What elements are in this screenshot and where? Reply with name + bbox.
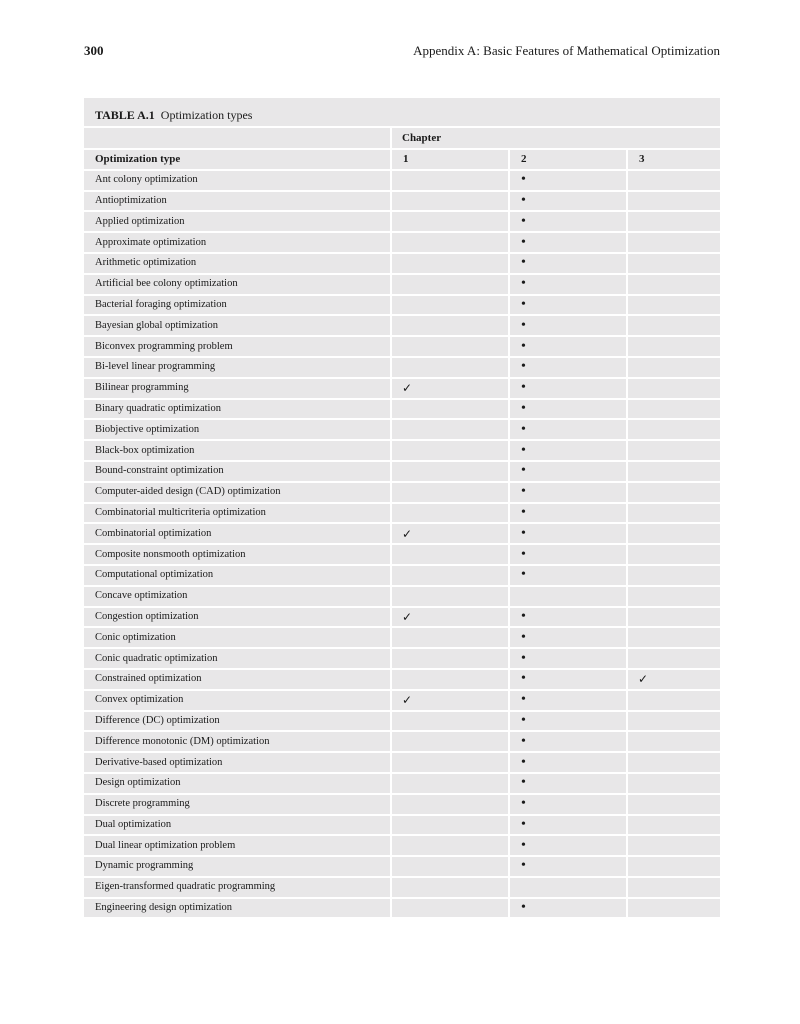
table-row: [84, 211, 720, 232]
running-head: Appendix A: Basic Features of Mathematical Optimization: [413, 43, 720, 58]
chapter-3-cell: [627, 440, 720, 461]
table-row: [84, 419, 720, 440]
chapter-3-cell: [627, 752, 720, 773]
table-row: [84, 503, 720, 524]
table-row: [84, 835, 720, 856]
optimization-type-cell: Dual linear optimization problem: [84, 835, 391, 856]
chapter-1-cell: [391, 482, 509, 503]
chapter-2-bullet-mark: •: [509, 669, 627, 690]
chapter-2-bullet-mark: •: [509, 461, 627, 482]
chapter-3-cell: [627, 482, 720, 503]
optimization-type-cell: Approximate optimization: [84, 232, 391, 253]
table-row: [84, 378, 720, 399]
chapter-1-cell: [391, 752, 509, 773]
table-row: [84, 669, 720, 690]
chapter-1-cell: [391, 877, 509, 898]
optimization-type-cell: Difference monotonic (DM) optimization: [84, 731, 391, 752]
optimization-type-cell: Computational optimization: [84, 565, 391, 586]
chapter-3-cell: [627, 711, 720, 732]
chapter-3-cell: [627, 731, 720, 752]
chapter-1-cell: [391, 461, 509, 482]
table-row: [84, 898, 720, 918]
chapter-2-bullet-mark: •: [509, 336, 627, 357]
table-row: [84, 461, 720, 482]
chapter-1-cell: [391, 357, 509, 378]
chapter-2-bullet-mark: •: [509, 503, 627, 524]
column-group-row: [84, 127, 720, 149]
chapter-1-cell: [391, 627, 509, 648]
chapter-2-bullet-mark: •: [509, 815, 627, 836]
chapter-group-header: Chapter: [391, 127, 720, 149]
empty-header-cell: [84, 127, 391, 149]
table-row: [84, 523, 720, 544]
table-row: [84, 170, 720, 191]
chapter-2-bullet-mark: •: [509, 731, 627, 752]
optimization-type-cell: Constrained optimization: [84, 669, 391, 690]
chapter-1-cell: [391, 898, 509, 918]
optimization-type-cell: Dual optimization: [84, 815, 391, 836]
chapter-3-cell: [627, 399, 720, 420]
data-table: [84, 126, 720, 917]
optimization-types-table: [84, 98, 720, 917]
table-row: [84, 648, 720, 669]
table-row: [84, 690, 720, 711]
chapter-1-cell: [391, 170, 509, 191]
chapter-3-cell: [627, 274, 720, 295]
optimization-type-cell: Derivative-based optimization: [84, 752, 391, 773]
table-row: [84, 232, 720, 253]
chapter-1-cell: [391, 191, 509, 212]
chapter-2-bullet-mark: •: [509, 523, 627, 544]
table-row: [84, 253, 720, 274]
optimization-type-cell: Bilinear programming: [84, 378, 391, 399]
chapter-3-cell: [627, 835, 720, 856]
chapter-1-cell: [391, 419, 509, 440]
chapter-2-bullet-mark: •: [509, 170, 627, 191]
optimization-type-cell: Arithmetic optimization: [84, 253, 391, 274]
chapter-2-bullet-mark: •: [509, 794, 627, 815]
chapter-1-cell: [391, 815, 509, 836]
chapter-1-check-mark: ✓: [391, 690, 509, 711]
chapter-2-cell: [509, 877, 627, 898]
chapter-2-header: 2: [509, 149, 627, 170]
chapter-2-bullet-mark: •: [509, 191, 627, 212]
chapter-3-cell: [627, 461, 720, 482]
chapter-3-cell: [627, 503, 720, 524]
chapter-2-bullet-mark: •: [509, 544, 627, 565]
chapter-1-cell: [391, 503, 509, 524]
chapter-1-cell: [391, 565, 509, 586]
chapter-2-bullet-mark: •: [509, 274, 627, 295]
chapter-3-cell: [627, 565, 720, 586]
table-row: [84, 731, 720, 752]
chapter-2-cell: [509, 586, 627, 607]
optimization-type-cell: Concave optimization: [84, 586, 391, 607]
chapter-2-bullet-mark: •: [509, 648, 627, 669]
chapter-2-bullet-mark: •: [509, 211, 627, 232]
table-row: [84, 295, 720, 316]
optimization-type-cell: Engineering design optimization: [84, 898, 391, 918]
chapter-1-check-mark: ✓: [391, 523, 509, 544]
page-number: 300: [84, 43, 104, 58]
optimization-type-cell: Bacterial foraging optimization: [84, 295, 391, 316]
chapter-3-cell: [627, 877, 720, 898]
table-row: [84, 773, 720, 794]
chapter-3-cell: [627, 336, 720, 357]
chapter-1-cell: [391, 440, 509, 461]
chapter-1-cell: [391, 669, 509, 690]
optimization-type-cell: Computer-aided design (CAD) optimization: [84, 482, 391, 503]
chapter-3-check-mark: ✓: [627, 669, 720, 690]
optimization-type-cell: Congestion optimization: [84, 607, 391, 628]
table-row: [84, 877, 720, 898]
table-row: [84, 544, 720, 565]
optimization-type-cell: Bound-constraint optimization: [84, 461, 391, 482]
chapter-1-cell: [391, 232, 509, 253]
chapter-1-check-mark: ✓: [391, 378, 509, 399]
chapter-3-cell: [627, 211, 720, 232]
chapter-3-cell: [627, 607, 720, 628]
chapter-2-bullet-mark: •: [509, 752, 627, 773]
table-row: [84, 856, 720, 877]
table-caption: [84, 98, 720, 126]
chapter-2-bullet-mark: •: [509, 607, 627, 628]
table-body: [84, 170, 720, 918]
table-row: [84, 399, 720, 420]
chapter-3-cell: [627, 773, 720, 794]
chapter-1-cell: [391, 648, 509, 669]
optimization-type-cell: Eigen-transformed quadratic programming: [84, 877, 391, 898]
optimization-type-cell: Design optimization: [84, 773, 391, 794]
chapter-3-cell: [627, 191, 720, 212]
chapter-3-cell: [627, 627, 720, 648]
chapter-2-bullet-mark: •: [509, 315, 627, 336]
optimization-type-cell: Binary quadratic optimization: [84, 399, 391, 420]
chapter-1-cell: [391, 399, 509, 420]
table-row: [84, 191, 720, 212]
table-label: TABLE A.1: [95, 108, 155, 122]
table-row: [84, 565, 720, 586]
table-row: [84, 711, 720, 732]
chapter-1-cell: [391, 835, 509, 856]
optimization-type-cell: Antioptimization: [84, 191, 391, 212]
optimization-type-cell: Artificial bee colony optimization: [84, 274, 391, 295]
optimization-type-cell: Applied optimization: [84, 211, 391, 232]
chapter-2-bullet-mark: •: [509, 565, 627, 586]
table-row: [84, 586, 720, 607]
chapter-2-bullet-mark: •: [509, 773, 627, 794]
table-row: [84, 815, 720, 836]
chapter-3-cell: [627, 295, 720, 316]
chapter-1-check-mark: ✓: [391, 607, 509, 628]
table-row: [84, 274, 720, 295]
chapter-3-cell: [627, 898, 720, 918]
optimization-type-cell: Bayesian global optimization: [84, 315, 391, 336]
chapter-3-cell: [627, 794, 720, 815]
chapter-1-cell: [391, 211, 509, 232]
table-row: [84, 440, 720, 461]
optimization-type-cell: Combinatorial optimization: [84, 523, 391, 544]
chapter-3-cell: [627, 378, 720, 399]
chapter-3-cell: [627, 232, 720, 253]
chapter-1-cell: [391, 315, 509, 336]
chapter-3-cell: [627, 419, 720, 440]
chapter-3-header: 3: [627, 149, 720, 170]
chapter-1-cell: [391, 731, 509, 752]
optimization-type-cell: Discrete programming: [84, 794, 391, 815]
table-row: [84, 627, 720, 648]
chapter-1-cell: [391, 586, 509, 607]
chapter-2-bullet-mark: •: [509, 419, 627, 440]
chapter-3-cell: [627, 170, 720, 191]
chapter-2-bullet-mark: •: [509, 835, 627, 856]
table-row: [84, 482, 720, 503]
chapter-2-bullet-mark: •: [509, 232, 627, 253]
column-header-row: [84, 149, 720, 170]
chapter-2-bullet-mark: •: [509, 898, 627, 918]
chapter-3-cell: [627, 253, 720, 274]
optimization-type-cell: Dynamic programming: [84, 856, 391, 877]
chapter-3-cell: [627, 523, 720, 544]
optimization-type-cell: Biconvex programming problem: [84, 336, 391, 357]
chapter-3-cell: [627, 815, 720, 836]
chapter-2-bullet-mark: •: [509, 399, 627, 420]
chapter-1-cell: [391, 336, 509, 357]
optimization-type-cell: Black-box optimization: [84, 440, 391, 461]
chapter-2-bullet-mark: •: [509, 253, 627, 274]
chapter-3-cell: [627, 648, 720, 669]
chapter-2-bullet-mark: •: [509, 295, 627, 316]
chapter-1-cell: [391, 856, 509, 877]
chapter-2-bullet-mark: •: [509, 440, 627, 461]
table-row: [84, 607, 720, 628]
table-row: [84, 357, 720, 378]
optimization-type-header: Optimization type: [84, 149, 391, 170]
optimization-type-cell: Ant colony optimization: [84, 170, 391, 191]
chapter-2-bullet-mark: •: [509, 627, 627, 648]
chapter-3-cell: [627, 357, 720, 378]
optimization-type-cell: Biobjective optimization: [84, 419, 391, 440]
chapter-1-cell: [391, 544, 509, 565]
chapter-2-bullet-mark: •: [509, 378, 627, 399]
chapter-1-cell: [391, 253, 509, 274]
optimization-type-cell: Combinatorial multicriteria optimization: [84, 503, 391, 524]
chapter-3-cell: [627, 544, 720, 565]
chapter-1-cell: [391, 773, 509, 794]
chapter-3-cell: [627, 586, 720, 607]
chapter-3-cell: [627, 856, 720, 877]
optimization-type-cell: Bi-level linear programming: [84, 357, 391, 378]
chapter-1-cell: [391, 295, 509, 316]
table-row: [84, 336, 720, 357]
table-row: [84, 794, 720, 815]
chapter-2-bullet-mark: •: [509, 482, 627, 503]
optimization-type-cell: Conic quadratic optimization: [84, 648, 391, 669]
chapter-3-cell: [627, 315, 720, 336]
chapter-1-cell: [391, 794, 509, 815]
chapter-1-cell: [391, 274, 509, 295]
optimization-type-cell: Difference (DC) optimization: [84, 711, 391, 732]
chapter-1-cell: [391, 711, 509, 732]
optimization-type-cell: Conic optimization: [84, 627, 391, 648]
chapter-2-bullet-mark: •: [509, 357, 627, 378]
chapter-3-cell: [627, 690, 720, 711]
chapter-1-header: 1: [391, 149, 509, 170]
optimization-type-cell: Convex optimization: [84, 690, 391, 711]
chapter-2-bullet-mark: •: [509, 711, 627, 732]
table-row: [84, 752, 720, 773]
optimization-type-cell: Composite nonsmooth optimization: [84, 544, 391, 565]
table-title: Optimization types: [160, 108, 253, 122]
chapter-2-bullet-mark: •: [509, 856, 627, 877]
table-row: [84, 315, 720, 336]
chapter-2-bullet-mark: •: [509, 690, 627, 711]
